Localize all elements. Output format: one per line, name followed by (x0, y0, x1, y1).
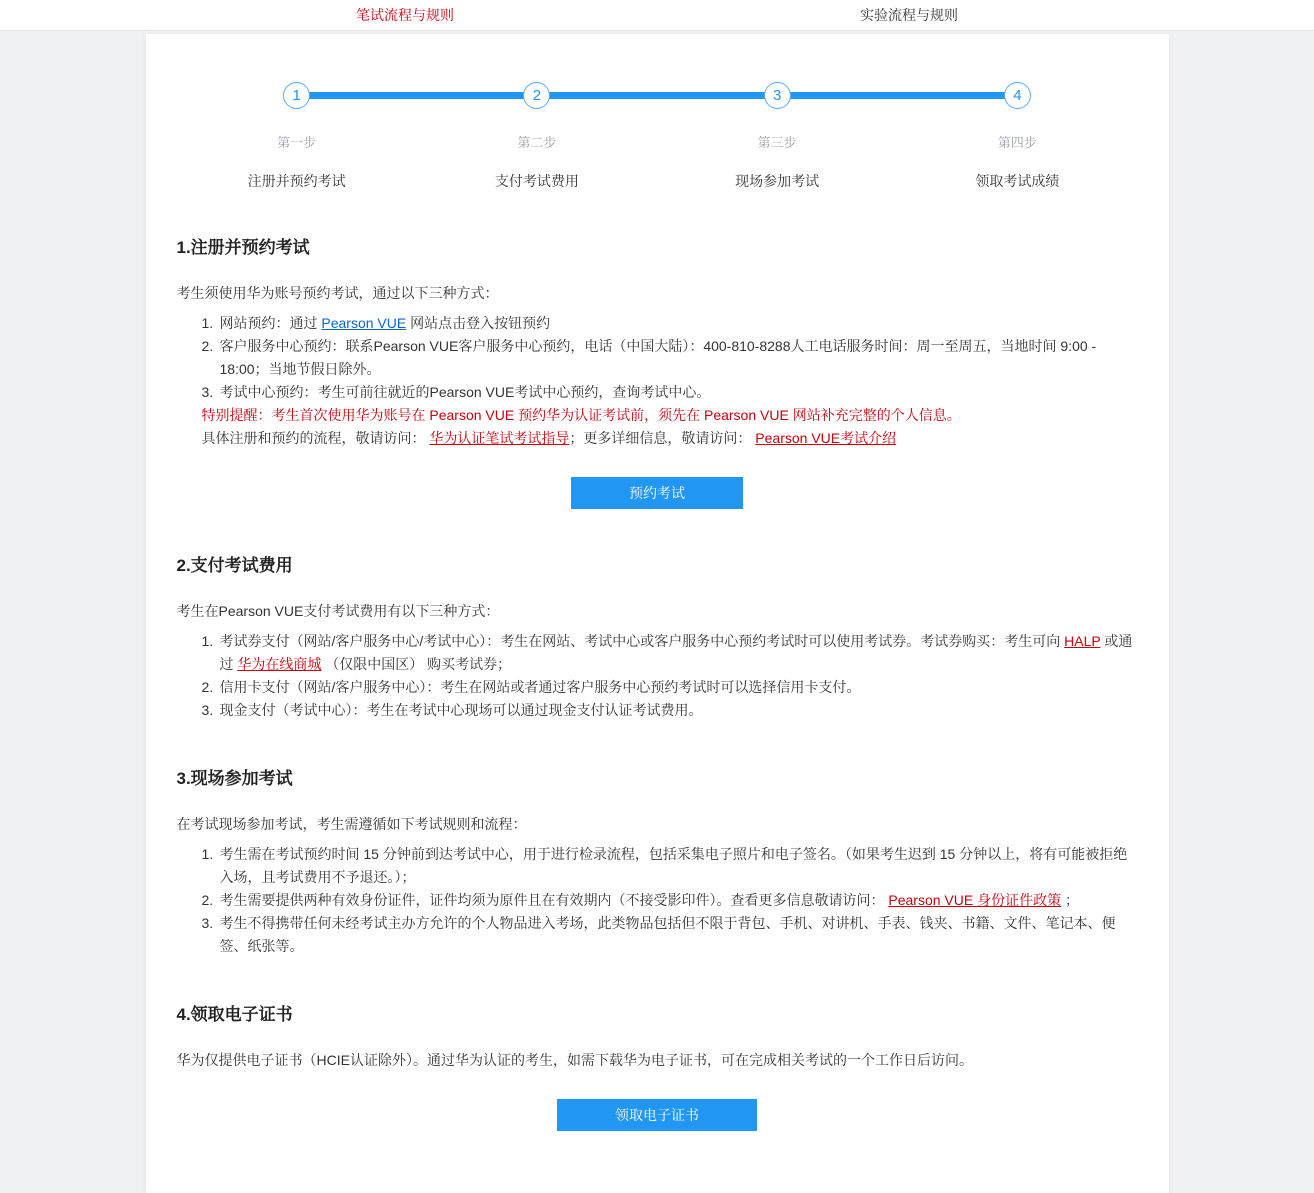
content-card (146, 34, 1169, 1193)
section-4-intro: 华为仅提供电子证书（HCIE认证除外）。通过华为认证的考生，如需下载华为电子证书，可在完成相关考试的一个工作日后访问。 (176, 1052, 973, 1068)
section-1-intro: 考生须使用华为账号预约考试，通过以下三种方式： (176, 285, 499, 301)
get-certificate-button[interactable]: 领取电子证书 (557, 1099, 757, 1131)
halp-link[interactable]: HALP (1064, 633, 1101, 649)
list-item (202, 676, 1138, 699)
text-segment: 或通过 (219, 633, 1133, 672)
stepper-step-2 (417, 82, 657, 191)
list-item (202, 843, 1138, 889)
tab-written-exam-process[interactable]: 笔试流程与规则 (356, 7, 454, 23)
section-3-intro: 在考试现场参加考试，考生需遵循如下考试规则和流程： (176, 816, 527, 832)
section-3-list (177, 843, 1138, 958)
more-info-text (202, 427, 1138, 450)
section-1-list (177, 312, 1138, 404)
list-item (202, 889, 1138, 912)
section-pay-exam-fee (177, 551, 1138, 722)
text-segment: ；更多详细信息，敬请访问： (569, 430, 756, 446)
step-4-circle-icon: 4 (1004, 82, 1031, 109)
id-policy-link[interactable]: Pearson VUE 身份证件政策 (888, 892, 1062, 908)
written-exam-guide-link[interactable]: 华为认证笔试考试指导 (429, 430, 570, 446)
text-segment: 考生需在考试预约时间 15 分钟前到达考试中心，用于进行检录流程，包括采集电子照片和电子签名。（如果考生迟到 15 分钟以上，将有可能被拒绝入场，且考试费用不予退还。）； (219, 846, 1128, 885)
section-attend-exam (177, 764, 1138, 958)
list-item (202, 381, 1138, 404)
stepper-step-3 (657, 82, 897, 191)
text-segment: （仅限中国区） 购买考试券； (321, 656, 512, 672)
text-segment: 考生需要提供两种有效身份证件，证件均须为原件且在有效期内（不接受影印件）。查看更多信息敬请访问： (219, 892, 889, 908)
section-2-list (177, 630, 1138, 722)
step-3-title: 现场参加考试 (735, 173, 820, 189)
step-1-circle-icon: 1 (283, 82, 310, 109)
text-segment: 考试券支付（网站/客户服务中心/考试中心）：考生在网站、考试中心或客户服务中心预约考试时可以使用考试券。考试券购买：考生可向 (219, 633, 1065, 649)
tab-lab-exam-process[interactable]: 实验流程与规则 (860, 7, 958, 23)
section-4-heading: 4.领取电子证书 (176, 1005, 293, 1024)
stepper-step-1 (177, 82, 417, 191)
text-segment: 网站点击登入按钮预约 (406, 315, 551, 331)
stepper-step-4 (897, 82, 1137, 191)
text-segment: 考试中心预约：考生可前往就近的Pearson VUE考试中心预约，查询考试中心。 (219, 384, 711, 400)
step-4-label: 第四步 (997, 135, 1037, 150)
text-segment: 具体注册和预约的流程，敬请访问： (201, 430, 430, 446)
section-2-heading: 2.支付考试费用 (176, 556, 293, 575)
text-segment: 网站预约：通过 (219, 315, 322, 331)
section-register-and-book (177, 233, 1138, 509)
step-2-circle-icon: 2 (523, 82, 550, 109)
text-segment: 客户服务中心预约：联系Pearson VUE客户服务中心预约，电话（中国大陆）：400-810-8288人工电话服务时间：周一至周五，当地时间 9:00 - 18:00；当地节假日除外。 (219, 338, 1097, 377)
text-segment: ； (1061, 892, 1079, 908)
get-certificate-button-row (177, 1099, 1138, 1131)
section-2-intro: 考生在Pearson VUE支付考试费用有以下三种方式： (176, 603, 500, 619)
huawei-online-store-link[interactable]: 华为在线商城 (237, 656, 322, 672)
text-segment: 现金支付（考试中心）：考生在考试中心现场可以通过现金支付认证考试费用。 (219, 702, 703, 718)
step-3-label: 第三步 (757, 135, 797, 150)
step-1-label: 第一步 (277, 135, 317, 150)
list-item (202, 335, 1138, 381)
section-get-e-certificate (177, 1000, 1138, 1131)
section-3-heading: 3.现场参加考试 (176, 769, 293, 788)
text-segment: 考生不得携带任何未经考试主办方允许的个人物品进入考场，此类物品包括但不限于背包、手机、对讲机、手表、钱夹、书籍、文件、笔记本、便签、纸张等。 (219, 915, 1116, 954)
book-exam-button[interactable]: 预约考试 (571, 477, 743, 509)
step-4-title: 领取考试成绩 (975, 173, 1060, 189)
section-1-notes (202, 404, 1138, 450)
text-segment: 特别提醒：考生首次使用华为账号在 Pearson VUE 预约华为认证考试前，须先在 Pearson VUE 网站补充完整的个人信息。 (201, 407, 961, 423)
step-1-title: 注册并预约考试 (247, 173, 346, 189)
text-segment: 信用卡支付（网站/客户服务中心）：考生在网站或者通过客户服务中心预约考试时可以选择信用卡支付。 (219, 679, 861, 695)
list-item (202, 912, 1138, 958)
list-item (202, 699, 1138, 722)
step-3-circle-icon: 3 (764, 82, 791, 109)
pearson-vue-intro-link[interactable]: Pearson VUE考试介绍 (755, 430, 897, 446)
list-item (202, 630, 1138, 676)
book-exam-button-row (177, 477, 1138, 509)
top-tab-bar (0, 0, 1314, 31)
special-reminder-text (202, 404, 1138, 427)
exam-process-stepper (177, 34, 1138, 191)
step-2-label: 第二步 (517, 135, 557, 150)
section-1-heading: 1.注册并预约考试 (176, 238, 310, 257)
step-2-title: 支付考试费用 (494, 173, 579, 189)
list-item (202, 312, 1138, 335)
pearson-vue-link[interactable]: Pearson VUE (321, 315, 407, 331)
